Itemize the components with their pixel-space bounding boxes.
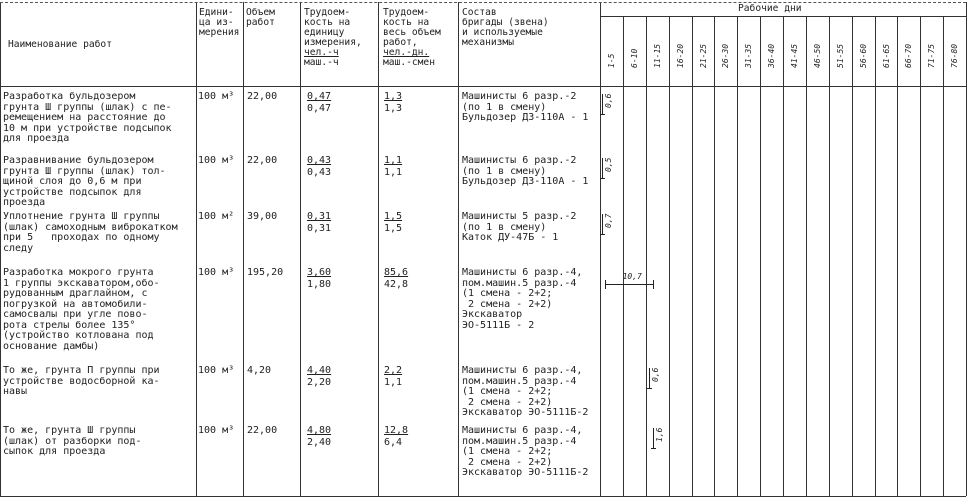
row-labor-total-num: 85,6 — [384, 267, 409, 278]
row-volume: 22,00 — [247, 155, 278, 166]
gantt-bar — [602, 94, 603, 114]
gantt-bar-end — [653, 280, 654, 289]
gantt-bar-label: 0,6 — [604, 93, 613, 108]
column-divider — [378, 2, 379, 496]
column-divider — [0, 2, 1, 496]
row-labor-unit-den: 0,31 — [307, 223, 332, 234]
day-column-divider — [829, 16, 830, 496]
row-crew: Машинисты 6 разр.-4, пом.машин.5 разр.-4 (1 смена - 2+2; 2 смена - 2+2) Экскаватор ЭО-5111Б-2 — [462, 365, 589, 418]
day-column-divider — [943, 16, 944, 496]
day-column-label: 11-15 — [652, 43, 662, 68]
column-divider — [243, 2, 244, 496]
row-labor-unit-num: 0,47 — [307, 91, 332, 102]
row-unit: 100 м² — [198, 211, 235, 222]
header-labor-unit: Трудоем- кость на единицу измерения, — [304, 7, 362, 48]
day-column-label: 21-25 — [698, 43, 708, 68]
day-column-divider — [760, 16, 761, 496]
gantt-bar — [602, 158, 603, 178]
day-column-divider — [897, 16, 898, 496]
day-column-label: 1-5 — [607, 53, 616, 68]
header-labor-total-num: чел.-дн. — [383, 47, 430, 58]
row-labor-total-den: 1,1 — [384, 377, 403, 388]
row-labor-unit-num: 4,80 — [307, 425, 332, 436]
gantt-bar-label: 0,7 — [604, 213, 613, 228]
row-work-name: То же, грунта П группы при устройстве водосборной ка- навы — [3, 365, 160, 397]
row-volume: 22,00 — [247, 91, 278, 102]
row-labor-total-den: 1,3 — [384, 103, 403, 114]
day-column-label: 6-10 — [629, 48, 639, 68]
row-labor-total-num: 1,5 — [384, 211, 403, 222]
day-column-label: 51-55 — [835, 43, 845, 68]
row-volume: 195,20 — [247, 267, 284, 278]
header-labor-unit-num: чел.-ч — [304, 47, 339, 58]
row-labor-total-den: 42,8 — [384, 279, 409, 290]
column-divider — [196, 2, 197, 496]
header-bottom-border — [0, 86, 966, 87]
header-labor-total-den: маш.-смен — [383, 57, 435, 68]
day-column-label: 61-65 — [881, 43, 891, 68]
table-top-border — [0, 2, 966, 3]
gantt-bar-label: 1,6 — [655, 427, 665, 442]
gantt-bar — [605, 284, 653, 285]
header-unit: Едини- ца из- мерения — [199, 7, 240, 38]
day-column-divider — [692, 16, 693, 496]
gantt-bar — [649, 368, 650, 388]
gantt-bar-cap — [647, 388, 652, 389]
gantt-bar-label: 0,5 — [604, 157, 613, 172]
row-labor-unit-den: 1,80 — [307, 279, 332, 290]
day-column-label: 41-45 — [790, 43, 799, 68]
table-bottom-border — [0, 496, 966, 497]
gantt-bar-cap — [600, 234, 605, 235]
day-column-label: 16-20 — [675, 43, 685, 68]
header-volume: Объем работ — [246, 7, 275, 28]
row-work-name: Разработка мокрого грунта 1 группы экскаватором,обо- рудованным драглайном, с погрузкой на автомобили- самосвалы при угле пово- рота стрелы более 135° (устройство котлована под основание дамбы) — [3, 267, 160, 352]
gantt-bar-label: 0,6 — [650, 367, 660, 382]
day-column-label: 31-35 — [744, 43, 754, 68]
gantt-bar-start — [605, 280, 606, 289]
day-column-label: 46-50 — [812, 43, 822, 68]
row-volume: 22,00 — [247, 425, 278, 436]
header-crew: Состав бригады (звена) и используемые механизмы — [462, 7, 549, 48]
row-labor-total-num: 1,3 — [384, 91, 403, 102]
row-unit: 100 м³ — [198, 425, 235, 436]
day-column-divider — [623, 16, 624, 496]
row-labor-unit-num: 0,31 — [307, 211, 332, 222]
row-crew: Машинисты 6 разр.-4, пом.машин.5 разр.-4 (1 смена - 2+2; 2 смена - 2+2) Экскаватор ЭО-5111Б-2 — [462, 425, 589, 478]
row-labor-total-num: 12,8 — [384, 425, 409, 436]
row-crew: Машинисты 6 разр.-4, пом.машин.5 разр.-4 (1 смена - 2+2; 2 смена - 2+2) Экскаватор ЭО-5111Б - 2 — [462, 267, 583, 331]
header-labor-total: Трудоем- кость на весь объем работ, — [383, 7, 441, 48]
row-labor-unit-den: 2,20 — [307, 377, 332, 388]
day-column-label: 76-80 — [950, 43, 960, 68]
column-divider — [966, 2, 967, 496]
day-column-divider — [737, 16, 738, 496]
row-unit: 100 м³ — [198, 365, 235, 376]
row-work-name: То же, грунта Ш группы (шлак) от разборки под- сыпок для проезда — [3, 425, 142, 457]
day-column-divider — [714, 16, 715, 496]
row-labor-unit-num: 4,40 — [307, 365, 332, 376]
gantt-bar-label: 10,7 — [622, 272, 642, 281]
day-column-divider — [646, 16, 647, 496]
day-column-label: 66-70 — [904, 43, 914, 68]
day-column-divider — [806, 16, 807, 496]
row-labor-total-den: 1,1 — [384, 167, 403, 178]
row-unit: 100 м³ — [198, 91, 235, 102]
day-column-divider — [852, 16, 853, 496]
row-unit: 100 м³ — [198, 155, 235, 166]
day-column-divider — [875, 16, 876, 496]
day-column-label: 36-40 — [767, 43, 777, 68]
day-column-label: 26-30 — [721, 43, 731, 68]
row-labor-unit-den: 0,47 — [307, 103, 332, 114]
row-labor-unit-num: 0,43 — [307, 155, 332, 166]
column-divider — [458, 2, 459, 496]
gantt-bar-cap — [600, 114, 605, 115]
days-header-line — [600, 16, 966, 17]
row-crew: Машинисты 5 разр.-2 (по 1 в смену) Каток ДУ-47Б - 1 — [462, 211, 577, 243]
gantt-bar-cap — [651, 448, 656, 449]
row-crew: Машинисты 6 разр.-2 (по 1 в смену) Бульдозер ДЗ-110А - 1 — [462, 91, 589, 123]
row-crew: Машинисты 6 разр.-2 (по 1 в смену) Бульдозер ДЗ-110А - 1 — [462, 155, 589, 187]
header-labor-unit-den: маш.-ч — [304, 57, 339, 68]
column-divider — [300, 2, 301, 496]
gantt-bar — [602, 214, 603, 234]
row-volume: 4,20 — [247, 365, 272, 376]
row-labor-total-num: 1,1 — [384, 155, 403, 166]
day-column-divider — [669, 16, 670, 496]
day-column-label: 56-60 — [858, 43, 868, 68]
row-labor-unit-den: 2,40 — [307, 437, 332, 448]
day-column-label: 71-75 — [927, 43, 937, 68]
column-divider — [600, 2, 601, 496]
row-volume: 39,00 — [247, 211, 278, 222]
header-work-name: Наименование работ — [8, 39, 112, 50]
row-labor-total-den: 1,5 — [384, 223, 403, 234]
row-labor-total-num: 2,2 — [384, 365, 403, 376]
header-working-days: Рабочие дни — [738, 3, 802, 14]
day-column-divider — [783, 16, 784, 496]
row-labor-unit-num: 3,60 — [307, 267, 332, 278]
row-work-name: Разравнивание бульдозером грунта Ш группы (шлак) тол- щиной слоя до 0,6 м при устройстве подсыпок для проезда — [3, 155, 166, 208]
gantt-bar-cap — [600, 178, 605, 179]
day-column-divider — [920, 16, 921, 496]
row-labor-total-den: 6,4 — [384, 437, 403, 448]
row-work-name: Уплотнение грунта Ш группы (шлак) самоходным виброкатком при 5 проходах по одному следу — [3, 211, 178, 254]
row-labor-unit-den: 0,43 — [307, 167, 332, 178]
row-unit: 100 м³ — [198, 267, 235, 278]
row-work-name: Разработка бульдозером грунта Ш группы (шлак) с пе- ремещением на расстояние до 10 м при устройстве подсыпок для проезда — [3, 91, 172, 144]
